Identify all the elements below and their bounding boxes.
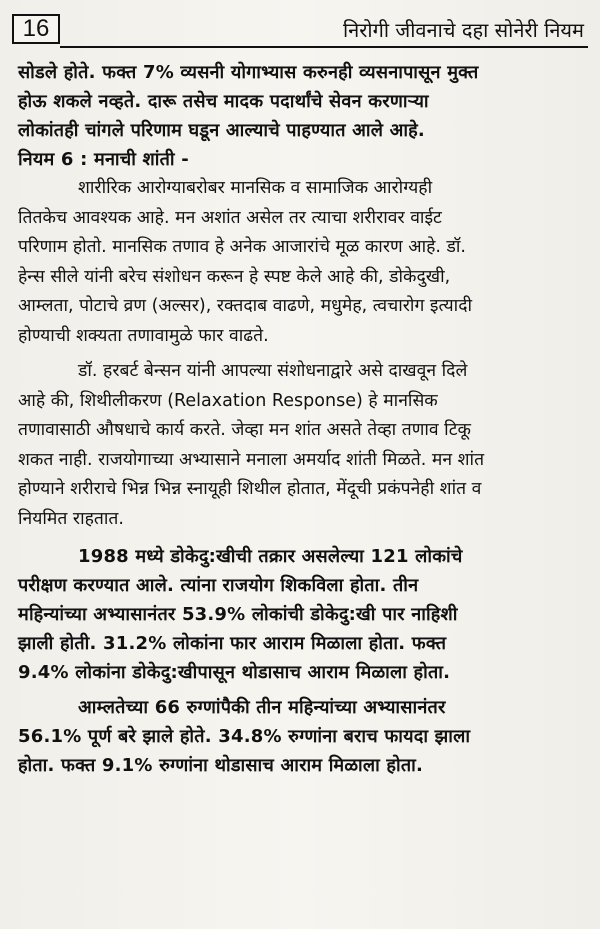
header-rule <box>60 46 588 48</box>
text-line: डॉ. हरबर्ट बेन्सन यांनी आपल्या संशोधनाद्वारे असे दाखवून दिले <box>78 361 468 381</box>
text-line: तितकेच आवश्यक आहे. मन अशांत असेल तर त्याचा शरीरावर वाईट <box>18 207 442 228</box>
text-line: हेन्स सीले यांनी बरेच संशोधन करून हे स्पष्ट केले आहे की, डोकेदुखी, <box>18 266 451 287</box>
text-line: 56.1% पूर्ण बरे झाले होते. 34.8% रुग्णांना बराच फायदा झाला <box>18 726 471 747</box>
page-body <box>18 58 584 780</box>
text-line: होऊ शकले नव्हते. दारू तसेच मादक पदार्थांचे सेवन करणाऱ्या <box>18 91 429 112</box>
text-line: महिन्यांच्या अभ्यासानंतर 53.9% लोकांची डोकेदु:खी पार नाहिशी <box>18 604 458 625</box>
text-line: झाली होती. 31.2% लोकांना फार आराम मिळाला होता. फक्त <box>18 633 447 654</box>
text-line: शकत नाही. राजयोगाच्या अभ्यासाने मनाला अमर्याद शांती मिळते. मन शांत <box>18 449 485 470</box>
text-line: आम्लतेच्या 66 रुग्णांपैकी तीन महिन्यांच्या अभ्यासानंतर <box>78 697 446 718</box>
section-heading: नियम 6 : मनाची शांती - <box>18 149 189 170</box>
text-line: परीक्षण करण्यात आले. त्यांना राजयोग शिकविला होता. तीन <box>18 575 419 596</box>
text-line: 1988 मध्ये डोकेदु:खीची तक्रार असलेल्या 121 लोकांचे <box>78 546 463 567</box>
text-line: आहे की, शिथीलीकरण (Relaxation Response) हे मानसिक <box>18 390 438 411</box>
page-header <box>12 8 588 54</box>
text-line: आम्लता, पोटाचे व्रण (अल्सर), रक्तदाब वाढणे, मधुमेह, त्वचारोग इत्यादी <box>18 296 473 316</box>
text-line: लोकांतही चांगले परिणाम घडून आल्याचे पाहण्यात आले आहे. <box>18 120 425 141</box>
text-line: होण्याची शक्यता तणावामुळे फार वाढते. <box>18 325 269 346</box>
text-line: होता. फक्त 9.1% रुग्णांना थोडासाच आराम मिळाला होता. <box>18 755 424 776</box>
text-line: तणावासाठी औषधाचे कार्य करते. जेव्हा मन शांत असते तेव्हा तणाव टिकू <box>18 420 471 440</box>
running-title: निरोगी जीवनाचे दहा सोनेरी नियम <box>342 18 584 42</box>
text-line: 9.4% लोकांना डोकेदु:खीपासून थोडासाच आराम मिळाला होता. <box>18 662 451 683</box>
text-line: परिणाम होतो. मानसिक तणाव हे अनेक आजारांचे मूळ कारण आहे. डॉ. <box>18 237 466 257</box>
text-line: शारीरिक आरोग्याबरोबर मानसिक व सामाजिक आरोग्यही <box>78 178 433 198</box>
text-line: होण्याने शरीराचे भिन्न भिन्न स्नायूही शिथील होतात, मेंदूची प्रकंपनेही शांत व <box>18 479 482 499</box>
text-line: नियमित राहतात. <box>18 508 124 529</box>
page-number: 16 <box>12 14 60 44</box>
text-line: सोडले होते. फक्त 7% व्यसनी योगाभ्यास करुनही व्यसनापासून मुक्त <box>18 62 479 83</box>
